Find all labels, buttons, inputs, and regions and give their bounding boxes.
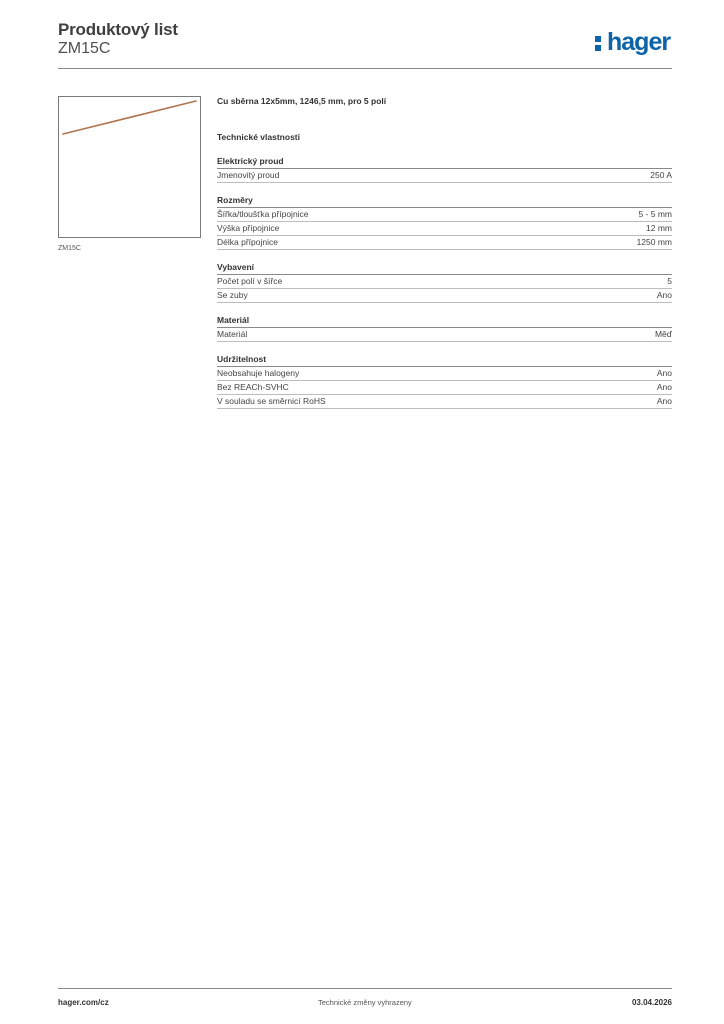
- spec-label: V souladu se směrnicí RoHS: [217, 396, 326, 406]
- spec-value: Ano: [656, 382, 672, 392]
- spec-value: 12 mm: [646, 223, 672, 233]
- spec-value: Ano: [656, 368, 672, 378]
- spec-row: [217, 236, 672, 250]
- spec-label: Výška přípojnice: [217, 223, 280, 233]
- footer-notice: Technické změny vyhrazeny: [318, 998, 412, 1007]
- spec-label: Neobsahuje halogeny: [217, 368, 300, 378]
- spec-value: 5: [667, 276, 672, 286]
- spec-row: [217, 395, 672, 409]
- section-title: Rozměry: [217, 195, 672, 208]
- spec-label: Šířka/tloušťka přípojnice: [217, 209, 309, 219]
- header-divider: [58, 68, 672, 69]
- spec-value: Měď: [654, 329, 672, 339]
- spec-label: Bez REACh-SVHC: [217, 382, 289, 392]
- spec-row: [217, 367, 672, 381]
- copper-busbar-image: [59, 97, 200, 237]
- spec-label: Počet polí v šířce: [217, 276, 283, 286]
- spec-section: [217, 315, 672, 342]
- section-title: Materiál: [217, 315, 672, 328]
- spec-row: [217, 169, 672, 183]
- spec-label: Se zuby: [217, 290, 248, 300]
- product-code: ZM15C: [58, 40, 111, 57]
- spec-row: [217, 289, 672, 303]
- image-caption: ZM15C: [58, 245, 81, 252]
- spec-value: 5 - 5 mm: [638, 209, 672, 219]
- spec-section: [217, 156, 672, 183]
- spec-section: [217, 262, 672, 303]
- product-description: Cu sběrna 12x5mm, 1246,5 mm, pro 5 polí: [217, 96, 387, 106]
- spec-row: [217, 275, 672, 289]
- spec-value: 1250 mm: [636, 237, 672, 247]
- section-title: Vybavení: [217, 262, 672, 275]
- product-image: [58, 96, 201, 238]
- logo-text: hager: [607, 28, 671, 56]
- spec-row: [217, 208, 672, 222]
- spec-label: Materiál: [217, 329, 248, 339]
- hager-logo: [595, 28, 670, 56]
- spec-section: [217, 354, 672, 409]
- spec-row: [217, 328, 672, 342]
- tech-properties-heading: Technické vlastnosti: [217, 132, 300, 142]
- page-title: Produktový list: [58, 20, 178, 39]
- footer-website: hager.com/cz: [58, 998, 109, 1007]
- spec-section: [217, 195, 672, 250]
- spec-label: Délka přípojnice: [217, 237, 278, 247]
- section-title: Elektrický proud: [217, 156, 672, 169]
- footer-divider: [58, 988, 672, 989]
- spec-value: Ano: [656, 396, 672, 406]
- spec-row: [217, 381, 672, 395]
- product-details: [217, 96, 672, 409]
- spec-value: 250 A: [650, 170, 672, 180]
- spec-sections: [217, 156, 672, 409]
- section-title: Udržitelnost: [217, 354, 672, 367]
- logo-mark-icon: [595, 31, 605, 53]
- spec-row: [217, 222, 672, 236]
- spec-value: Ano: [656, 290, 672, 300]
- spec-label: Jmenovitý proud: [217, 170, 280, 180]
- footer-date: 03.04.2026: [631, 998, 672, 1007]
